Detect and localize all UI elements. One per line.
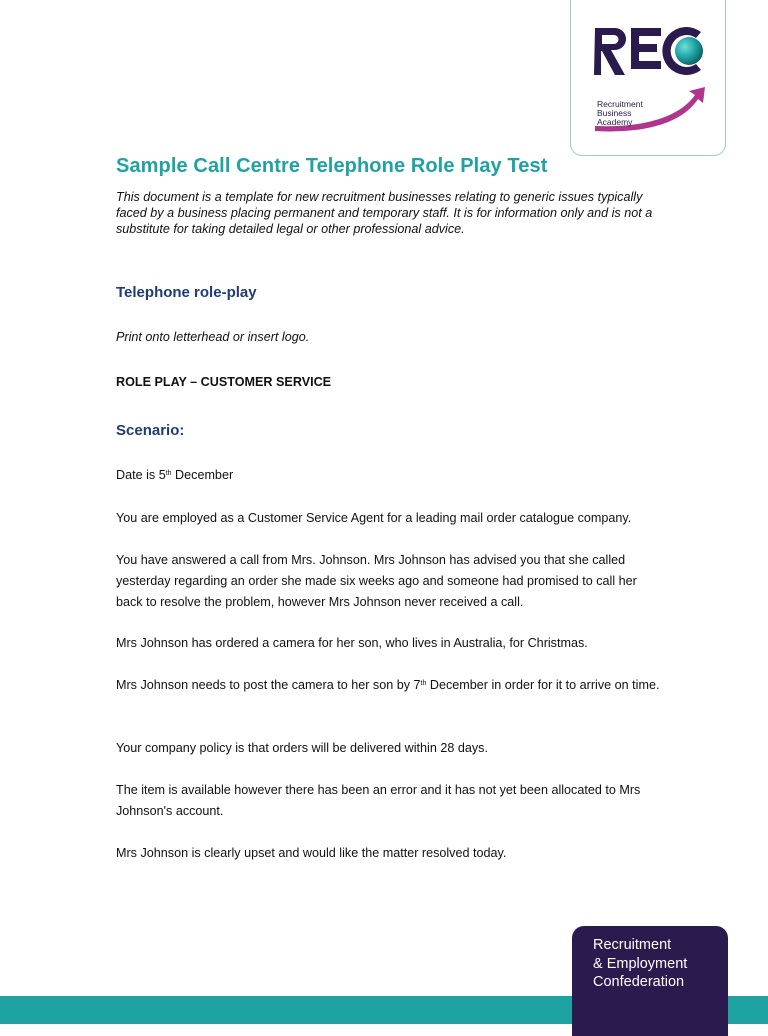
- logo-academy-line-1: Recruitment: [597, 99, 643, 109]
- role-play-label: ROLE PLAY – CUSTOMER SERVICE: [116, 375, 332, 389]
- rec-footer-logo: [572, 926, 728, 1036]
- scenario-paragraph-4: Mrs Johnson needs to post the camera to her son by 7th December in order for it to arrive on time.: [116, 678, 660, 692]
- scenario-paragraph-1: You are employed as a Customer Service Agent for a leading mail order catalogue company.: [116, 511, 632, 525]
- scenario-date: Date is 5th December: [116, 468, 234, 482]
- footer-org-line-1: Recruitment: [593, 937, 672, 953]
- section-heading-telephone-role-play: Telephone role-play: [116, 284, 257, 301]
- scenario-paragraph-3: Mrs Johnson has ordered a camera for her son, who lives in Australia, for Christmas.: [116, 636, 588, 650]
- scenario-paragraph-5: Your company policy is that orders will be delivered within 28 days.: [116, 741, 488, 755]
- logo-letter-r: [594, 28, 626, 75]
- scenario-paragraph-6: The item is available however there has been an error and it has not yet been allocated to Mrs Johnson's account.: [116, 783, 641, 818]
- scenario-paragraph-2: You have answered a call from Mrs. Johnson. Mrs Johnson has advised you that she called yesterday regarding an order she made six weeks ago and someone had promised to call her back to resolve the problem, however Mrs Johnson never received a call.: [116, 553, 637, 609]
- scenario-heading: Scenario:: [116, 422, 185, 439]
- disclaimer-text: This document is a template for new recruitment businesses relating to generic issues typically faced by a business placing permanent and temporary staff. It is for information only and is not a substitute for taking detailed legal or other professional advice.: [116, 190, 653, 236]
- rec-academy-logo: [570, 0, 726, 156]
- logo-letter-e: [631, 28, 661, 69]
- footer-org-line-3: Confederation: [593, 974, 685, 990]
- footer-org-line-2: & Employment: [593, 955, 688, 972]
- logo-academy-line-2: Business: [597, 108, 632, 118]
- document-title: Sample Call Centre Telephone Role Play Test: [116, 155, 548, 177]
- scenario-paragraph-7: Mrs Johnson is clearly upset and would like the matter resolved today.: [116, 846, 507, 860]
- instruction-text: Print onto letterhead or insert logo.: [116, 330, 310, 344]
- logo-academy-line-3: Academy: [597, 117, 633, 127]
- rec-logo-graphic: [571, 0, 727, 156]
- logo-sphere: [675, 37, 703, 65]
